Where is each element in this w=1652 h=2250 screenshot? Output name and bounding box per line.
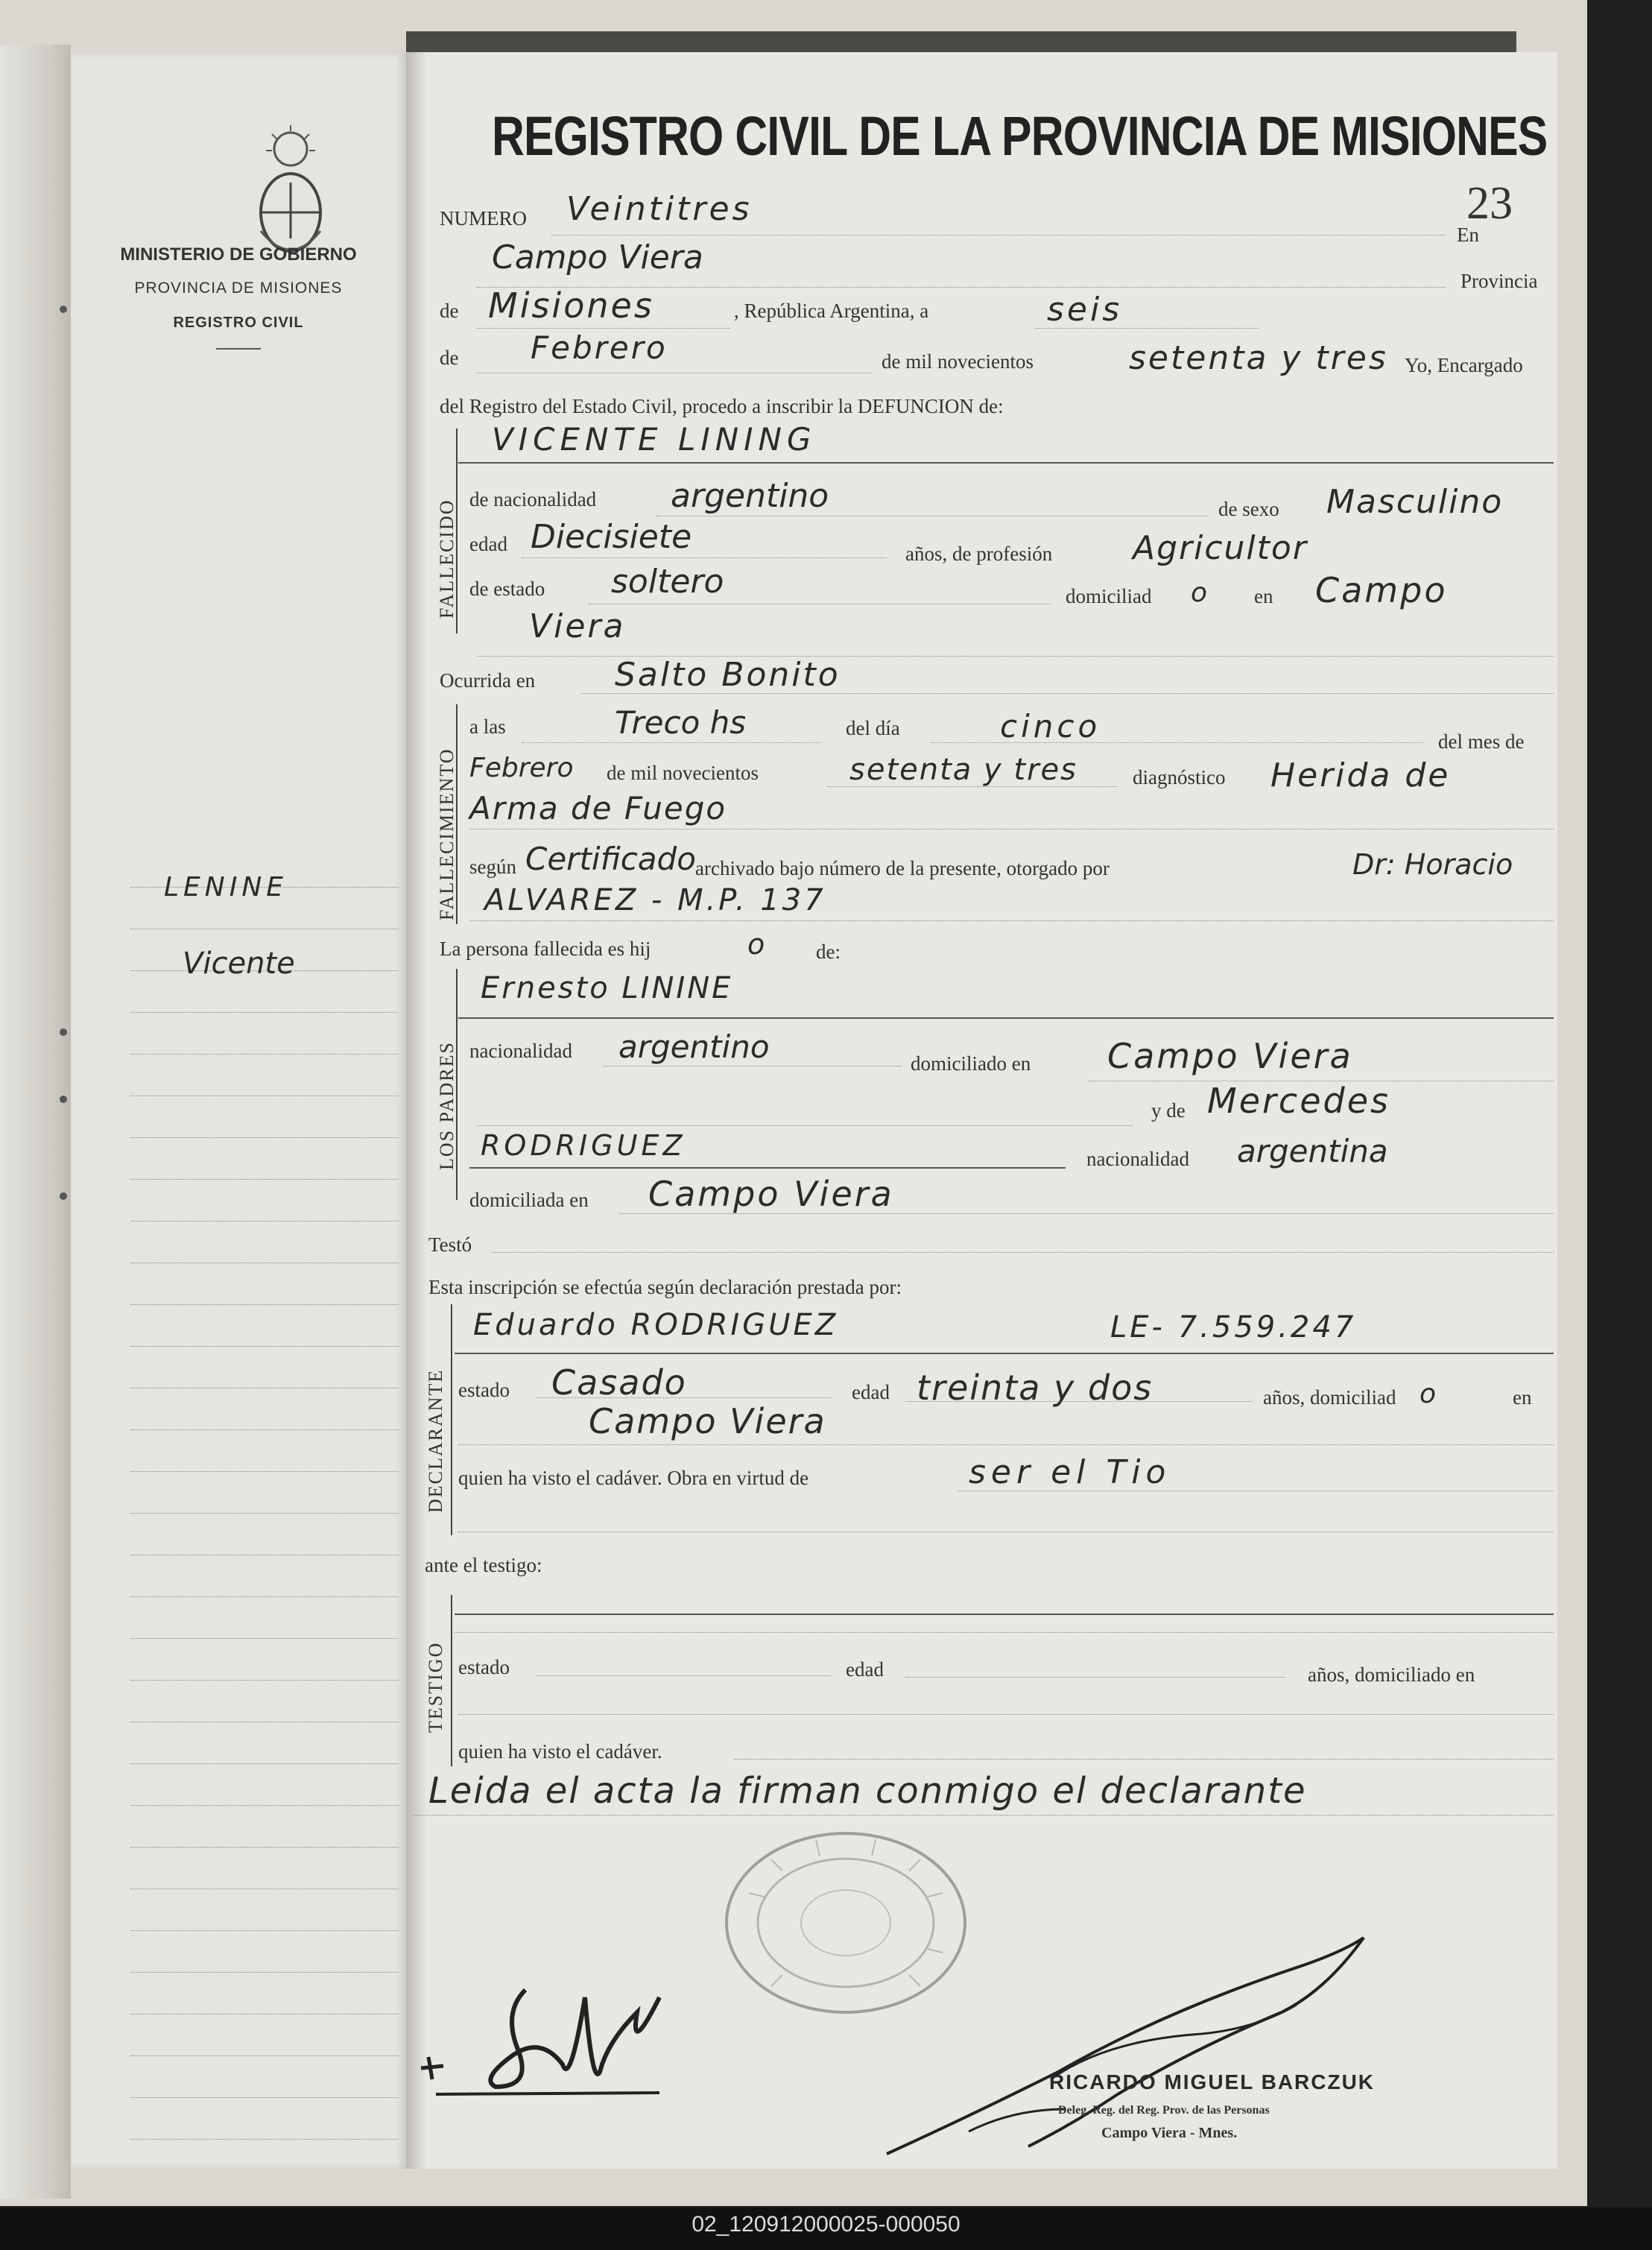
age-field: Diecisiete bbox=[531, 518, 692, 556]
sex-label: de sexo bbox=[1218, 498, 1279, 520]
father-domicile-label: domiciliado en bbox=[911, 1052, 1031, 1075]
declarant-years-label: años, domiciliad bbox=[1263, 1386, 1396, 1409]
document-field: Certificado bbox=[525, 841, 696, 877]
rule bbox=[1036, 328, 1259, 329]
republic-label: , República Argentina, a bbox=[734, 300, 929, 322]
declarant-en-label: en bbox=[1513, 1386, 1532, 1409]
officer-name: RICARDO MIGUEL BARCZUK bbox=[1049, 2070, 1376, 2093]
rule bbox=[522, 557, 887, 558]
father-name: Ernesto LININE bbox=[481, 971, 733, 1005]
death-year-field: setenta y tres bbox=[849, 753, 1077, 787]
de-label-2: de bbox=[440, 347, 459, 369]
father-domicile-field: Campo Viera bbox=[1107, 1036, 1353, 1076]
death-place-field: Salto Bonito bbox=[615, 656, 841, 694]
office-label: REGISTRO CIVIL bbox=[173, 315, 304, 331]
witness-years-label: años, domiciliado en bbox=[1308, 1663, 1475, 1686]
declarant-status-label: estado bbox=[458, 1379, 510, 1401]
section-label-declarant: DECLARANTE bbox=[425, 1368, 446, 1513]
rule bbox=[618, 1213, 1554, 1214]
diagnosis-field: Herida de bbox=[1270, 756, 1451, 794]
according-label: según bbox=[469, 856, 516, 878]
and-label: y de bbox=[1151, 1099, 1186, 1122]
rule bbox=[455, 1632, 1554, 1633]
mother-last-name: RODRIGUEZ bbox=[481, 1129, 686, 1162]
declarant-seen-label: quien ha visto el cadáver. Obra en virtud de bbox=[458, 1467, 809, 1489]
closing-text: Leida el acta la firman conmigo el declarante bbox=[428, 1770, 1307, 1812]
domicile-suffix: o bbox=[1191, 578, 1208, 608]
rule bbox=[455, 1614, 1554, 1615]
en-label: En bbox=[1457, 224, 1479, 246]
death-day-field: cinco bbox=[1000, 708, 1101, 745]
rule bbox=[537, 1675, 831, 1676]
declarant-age-label: edad bbox=[852, 1381, 890, 1403]
death-month-field: Febrero bbox=[469, 753, 574, 783]
rule bbox=[581, 693, 1554, 694]
child-label: La persona fallecida es hij bbox=[440, 938, 651, 960]
domicile-field: Campo bbox=[1315, 570, 1448, 610]
province-label: PROVINCIA DE MISIONES bbox=[134, 279, 343, 297]
declarant-name: Eduardo RODRIGUEZ bbox=[473, 1308, 839, 1342]
rule bbox=[414, 1815, 1554, 1816]
witness-seen-label: quien ha visto el cadáver. bbox=[458, 1740, 662, 1763]
occurred-label: Ocurrida en bbox=[440, 669, 536, 692]
rule bbox=[469, 920, 1554, 921]
rule bbox=[469, 1167, 1066, 1169]
day-field: seis bbox=[1047, 291, 1123, 329]
officer-title: Deleg. Reg. del Reg. Prov. de las Personas bbox=[1058, 2104, 1270, 2117]
ministry-label: MINISTERIO DE GOBIERNO bbox=[120, 244, 357, 265]
declarant-id: LE- 7.559.247 bbox=[1110, 1310, 1357, 1344]
death-year-label: de mil novecientos bbox=[607, 762, 759, 784]
profession-label: años, de profesión bbox=[905, 543, 1053, 565]
father-nationality-field: argentino bbox=[618, 1028, 770, 1065]
rule bbox=[458, 462, 1554, 464]
declarant-status-field: Casado bbox=[551, 1362, 687, 1403]
document-title: REGISTRO CIVIL DE LA PROVINCIA DE MISIONES bbox=[492, 105, 1548, 167]
section-bracket bbox=[451, 1595, 452, 1766]
doctor-cont: ALVAREZ - M.P. 137 bbox=[484, 883, 826, 917]
mother-first-name: Mercedes bbox=[1207, 1081, 1390, 1121]
image-caption: 02_120912000025-000050 bbox=[692, 2212, 960, 2237]
time-label: a las bbox=[469, 715, 506, 738]
mother-domicile-label: domiciliada en bbox=[469, 1189, 589, 1211]
officer-label: Yo, Encargado bbox=[1405, 354, 1523, 376]
diagnosis-cont: Arma de Fuego bbox=[469, 790, 727, 827]
rule bbox=[905, 1677, 1285, 1678]
archived-label: archivado bajo número de la presente, otorgado por bbox=[695, 857, 1110, 879]
section-label-parents: LOS PADRES bbox=[436, 1041, 458, 1170]
diagnosis-label: diagnóstico bbox=[1133, 766, 1226, 789]
rule bbox=[551, 235, 1446, 236]
domicile-label: domiciliad bbox=[1066, 585, 1152, 607]
child-de-label: de: bbox=[816, 941, 841, 963]
mother-nationality-label: nacionalidad bbox=[1086, 1148, 1189, 1170]
rule bbox=[522, 742, 820, 743]
doctor-field: Dr: Horacio bbox=[1352, 848, 1513, 881]
death-day-label: del día bbox=[846, 717, 900, 739]
father-nationality-label: nacionalidad bbox=[469, 1040, 572, 1062]
rule bbox=[931, 742, 1423, 743]
rule bbox=[455, 1353, 1554, 1354]
witness-intro: ante el testigo: bbox=[425, 1554, 542, 1576]
rule bbox=[458, 1017, 1554, 1019]
section-label-fallecimiento: FALLECIMIENTO bbox=[436, 748, 458, 920]
section-label-fallecido: FALLECIDO bbox=[436, 499, 458, 619]
child-suffix: o bbox=[747, 928, 765, 961]
number-text: Veintitres bbox=[566, 190, 753, 228]
section-label-witness: TESTIGO bbox=[425, 1641, 446, 1733]
margin-given-name: Vicente bbox=[183, 947, 295, 981]
nationality-field: argentino bbox=[671, 477, 829, 515]
mother-nationality-field: argentina bbox=[1237, 1133, 1388, 1169]
rule bbox=[905, 1401, 1252, 1402]
witness-age-label: edad bbox=[846, 1658, 884, 1681]
officer-place: Campo Viera - Mnes. bbox=[1101, 2125, 1238, 2141]
nationality-label: de nacionalidad bbox=[469, 488, 597, 511]
civil-status-label: de estado bbox=[469, 578, 545, 600]
declarant-intro: Esta inscripción se efectúa según declaración prestada por: bbox=[428, 1276, 902, 1298]
intro-line: del Registro del Estado Civil, procedo a inscribir la DEFUNCION de: bbox=[440, 395, 1004, 417]
civil-status-field: soltero bbox=[611, 563, 724, 601]
testo-label: Testó bbox=[428, 1233, 472, 1256]
mother-domicile-field: Campo Viera bbox=[648, 1174, 894, 1214]
age-label: edad bbox=[469, 533, 507, 555]
sex-field: Masculino bbox=[1326, 483, 1504, 521]
rule bbox=[477, 1125, 1133, 1126]
rule bbox=[458, 1444, 1554, 1445]
provincia-label: Provincia bbox=[1460, 270, 1538, 292]
en-label-2: en bbox=[1254, 585, 1273, 607]
declarant-signature-icon bbox=[414, 1968, 682, 2109]
province-field: Misiones bbox=[488, 285, 654, 326]
declarant-age-field: treinta y dos bbox=[917, 1368, 1153, 1408]
domicile-cont: Viera bbox=[529, 607, 626, 645]
place-field: Campo Viera bbox=[492, 238, 703, 276]
profession-field: Agricultor bbox=[1133, 529, 1308, 567]
section-bracket bbox=[451, 1304, 452, 1535]
year-label: de mil novecientos bbox=[882, 350, 1034, 373]
declarant-relation-field: ser el Tio bbox=[969, 1453, 1171, 1491]
time-field: Treco hs bbox=[615, 704, 747, 741]
rule bbox=[458, 1714, 1554, 1715]
margin-surname: LENINE bbox=[164, 872, 288, 903]
number-digits: 23 bbox=[1466, 178, 1513, 229]
month-field: Febrero bbox=[531, 329, 668, 366]
rule bbox=[492, 1252, 1554, 1253]
declarant-years-suffix: o bbox=[1420, 1379, 1437, 1409]
year-field: setenta y tres bbox=[1129, 339, 1388, 377]
number-label: NUMERO bbox=[440, 207, 528, 230]
de-label: de bbox=[440, 300, 459, 322]
rule bbox=[827, 786, 1118, 787]
rule bbox=[734, 1759, 1554, 1760]
declarant-domicile-field: Campo Viera bbox=[589, 1401, 826, 1441]
death-month-label: del mes de bbox=[1438, 730, 1525, 753]
rule bbox=[477, 328, 730, 329]
deceased-name: VICENTE LINING bbox=[492, 421, 817, 458]
rule bbox=[537, 1397, 831, 1398]
witness-status-label: estado bbox=[458, 1656, 510, 1678]
